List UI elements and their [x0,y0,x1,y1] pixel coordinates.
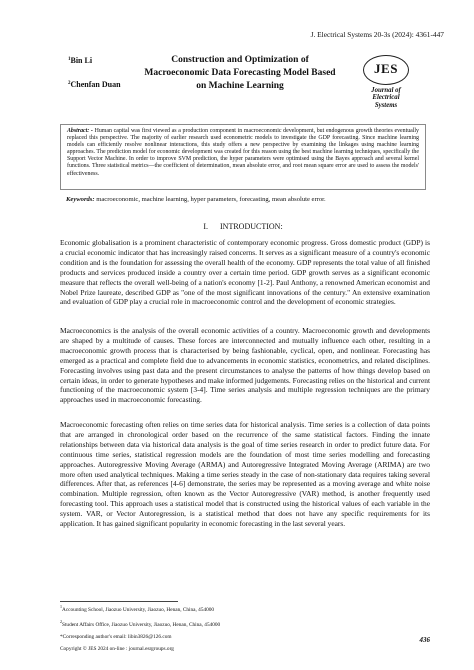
footnote-corresponding-email: *Corresponding author's email: libin3826@126.com [60,633,172,640]
abstract-text: Human capital was first viewed as a production component in macroeconomic development, but endogenous growth theories eventually replaced this perspective. The majority of earlier research used econometric models to investigate the GDP forecasting. Since machine learning models can efficiently resolve nonlinear interactions, this study offers a new perspective by examining the linkages using machine learning approaches. The prediction model for economic development was created for this reason using the best machine learning techniques, specifically the Support Vector Machine. In order to improve SVM prediction, the hyper parameters were optimised using the Bayes approach and several kernel functions. Three statistical metrics—the coefficient of determination, mean absolute error, and root mean square error are used to assess the models' effectiveness. [67,128,419,177]
journal-reference: J. Electrical Systems 20-3s (2024): 4361-447 [310,30,444,39]
keywords-text: macroeconomic, machine learning, hyper parameters, forecasting, mean absolute error. [94,196,326,203]
author-2-affiliation-mark: 2 [68,81,71,86]
logo-line-2: Electrical [372,94,400,102]
footnote-copyright: Copyright © JES 2024 on-line : journal.esrgroups.org [60,646,174,653]
page-number: 436 [419,636,430,644]
author-2-name: Chenfan Duan [70,80,121,89]
author-1-affiliation-mark: 1 [68,57,71,62]
body-paragraph-3: Macroeconomic forecasting often relies on time series data for historical analysis. Time series is a collection of data points that are arranged in chronological order based on the recurrence of the same statistical factors. Finding the innate relationships between data via historical data analysis is the goal of time series research in order to predict future data. For continuous time series, statistical regression models are the foundation of most time series modelling and forecasting approaches. Autoregressive Moving Average (ARMA) and Autoregressive Integrated Moving Average (ARIMA) are two more often used analytical techniques. Making a time series steady in the case of non-stationary data requires taking several differences. After that, as references [4-6] demonstrate, the series may be represented as a moving average and white noise combination. Multiple regression, often known as the Vector Autoregressive (VAR) method, is another frequently used forecasting tool. This approach uses a statistical model that is constructed using the historical values of each variable in the system. VAR, or Vector Autoregression, is a statistical method that does not have any specific requirements for its application. It has gained significant popularity in economic forecasting in the last several years. [60,420,430,529]
section-title: INTRODUCTION: [220,222,283,231]
body-paragraph-1: Economic globalisation is a prominent characteristic of contemporary economic progress. Gross domestic product (GDP) is a crucial economic indicator that has increasingly raised concerns. It serves as a significant measure of a country's economic condition and is the foundation for assessing the overall health of the economy. GDP represents the total value of all finished products and services produced inside a country over a certain time period. GDP growth serves as a significant economic measure that reflects the overall well-being of a nation's economy [1-2]. Paul Anthony, a renowned American economist and Nobel Prize laureate, described GDP as "one of the most significant innovations of the century." An extensive examination and evaluation of GDP play a crucial role in macroeconomic control and the development of economic strategies. [60,238,430,307]
paper-title: Construction and Optimization of Macroeconomic Data Forecasting Model Based on Machine Learning [144,55,336,91]
footnote-affiliation-1 [60,604,430,613]
footnote-2-text: Student Affairs Office, Jiaozuo University, Jiaozuo, Henan, China, 454000 [62,621,221,628]
footnote-1-mark: 1 [60,604,62,609]
footnote-affiliation-2 [60,619,430,628]
footnote-2-mark: 2 [60,618,62,624]
logo-wordmark [357,87,415,109]
section-heading [60,222,426,231]
author-2 [68,80,148,90]
keywords [66,196,426,204]
journal-logo [357,55,415,115]
keywords-label: Keywords: [66,196,95,203]
logo-line-1: Journal of [371,87,401,94]
author-1-name: Bin Li [70,56,93,65]
abstract-label: Abstract: - [67,128,93,134]
footnotes [60,604,430,658]
author-list [68,56,148,104]
footnote-1-text: Accounting School, Jiaozuo University, Jiaozuo, Henan, China, 454000 [62,606,215,613]
abstract-box [60,124,426,190]
logo-mark: JES [374,61,398,76]
footnote-divider [60,601,178,602]
logo-line-3: Systems [374,101,398,109]
author-1 [68,56,148,66]
body-paragraph-2: Macroeconomics is the analysis of the overall economic activities of a country. Macroeconomic growth and developments are shaped by a multitude of causes. These forces are interconnected and mutually influence each other, resulting in a macroeconomic growth process that is characterised by being fashionable, cyclical, open, and nonlinear. Forecasting has emerged as a practical and complete field due to advancements in economic statistics, econometrics, and related disciplines. Forecasting involves using past data and the present circumstances to analyse the patterns of how things develop based on certain ideas, in order to generate hypotheses and make informed judgements. Forecasting relies on the historical and current functioning of the macroeconomic system [3-4]. Time series analysis and multiple regression techniques are the primary approaches used in macroeconomic forecasting. [60,326,430,405]
section-number: I. [203,222,208,231]
